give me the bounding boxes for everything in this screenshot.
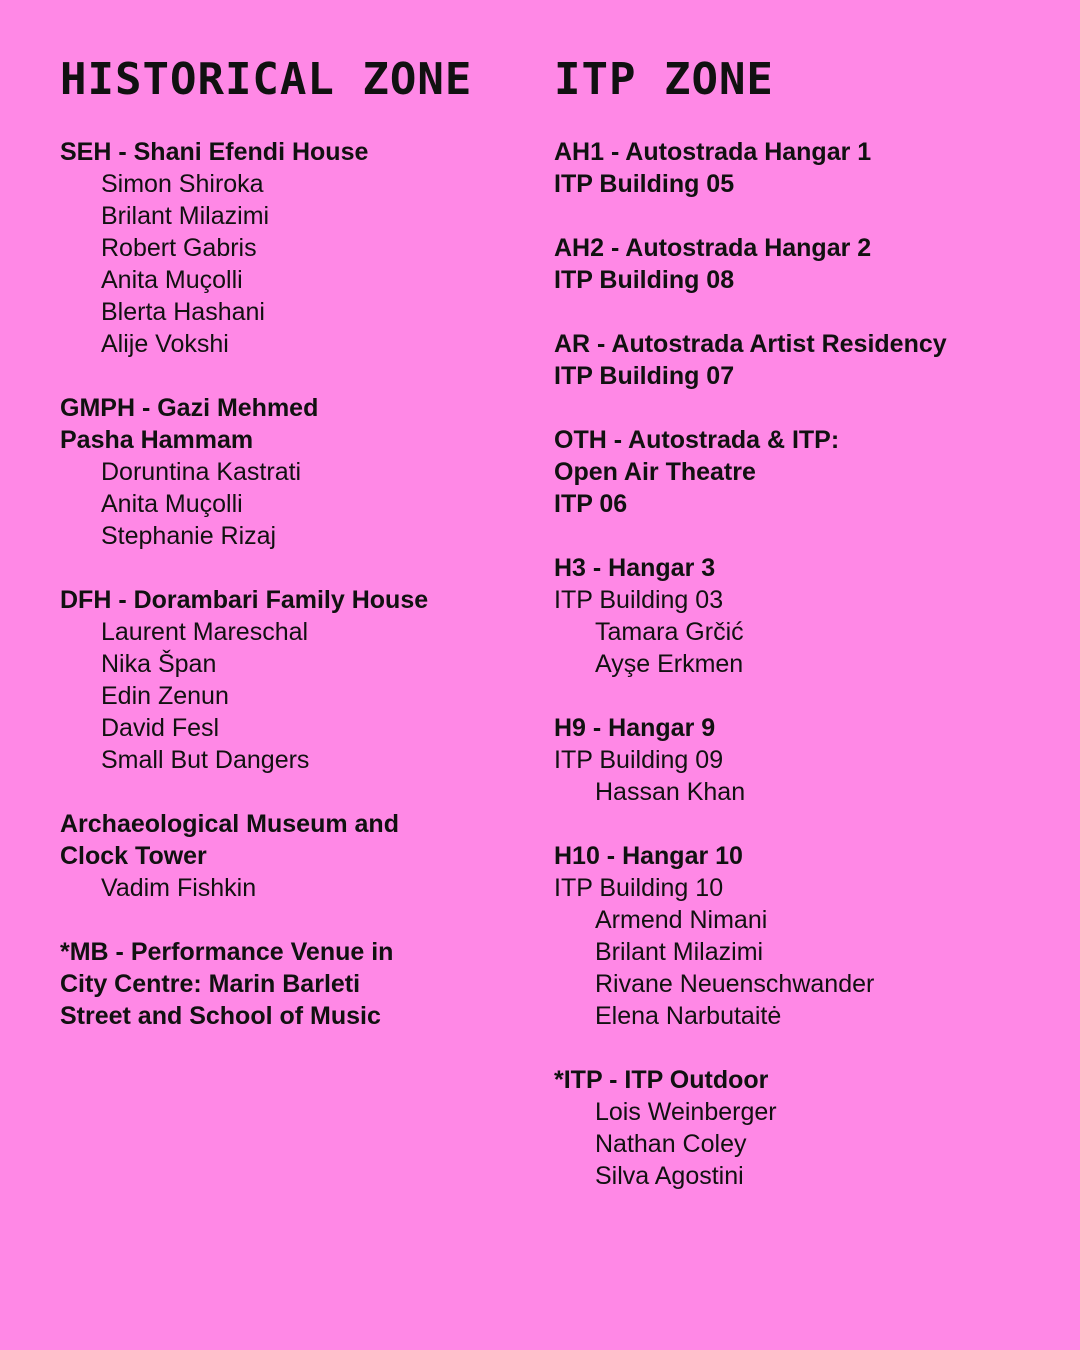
venue-block: [60, 392, 530, 552]
venue-heading: H9 - Hangar 9: [554, 714, 716, 742]
venue-heading: ITP Building 08: [554, 266, 735, 294]
artist-name: Edin Zenun: [101, 682, 229, 710]
itp-zone-title: ITP ZONE: [554, 54, 774, 105]
artist-name: Brilant Milazimi: [101, 202, 270, 230]
venue-heading: Open Air Theatre: [554, 458, 756, 486]
artist-name: Rivane Neuenschwander: [595, 970, 875, 998]
venue-heading: Pasha Hammam: [60, 426, 254, 454]
artist-name: Stephanie Rizaj: [101, 522, 277, 550]
historical-venue-list: [60, 136, 530, 1032]
venue-heading: *ITP - ITP Outdoor: [554, 1066, 769, 1094]
venue-block: [554, 424, 1054, 520]
venue-heading: H3 - Hangar 3: [554, 554, 716, 582]
venue-heading: *MB - Performance Venue in: [60, 938, 394, 966]
artist-name: Nathan Coley: [595, 1130, 747, 1158]
itp-zone-column: [554, 52, 1054, 1224]
artist-name: Hassan Khan: [595, 778, 746, 806]
venue-heading: ITP Building 07: [554, 362, 735, 390]
artist-name: Nika Špan: [101, 650, 217, 678]
artist-name: Simon Shiroka: [101, 170, 264, 198]
venue-heading: OTH - Autostrada & ITP:: [554, 426, 840, 454]
artist-name: Brilant Milazimi: [595, 938, 764, 966]
venue-heading: GMPH - Gazi Mehmed: [60, 394, 319, 422]
venue-heading: City Centre: Marin Barleti: [60, 970, 361, 998]
historical-zone-title: HISTORICAL ZONE: [60, 54, 473, 105]
artist-name: Lois Weinberger: [595, 1098, 777, 1126]
artist-name: Ayşe Erkmen: [595, 650, 744, 678]
venue-heading: AR - Autostrada Artist Residency: [554, 330, 947, 358]
artist-name: Doruntina Kastrati: [101, 458, 302, 486]
artist-name: Silva Agostini: [595, 1162, 744, 1190]
artist-name: Vadim Fishkin: [101, 874, 257, 902]
venue-block: [554, 712, 1054, 808]
venue-heading: AH2 - Autostrada Hangar 2: [554, 234, 872, 262]
venue-heading: AH1 - Autostrada Hangar 1: [554, 138, 872, 166]
artist-name: David Fesl: [101, 714, 220, 742]
venue-building: ITP Building 09: [554, 746, 724, 774]
venue-block: [60, 808, 530, 904]
venue-building: ITP Building 10: [554, 874, 724, 902]
venue-heading: Street and School of Music: [60, 1002, 381, 1030]
venue-heading: Clock Tower: [60, 842, 207, 870]
venue-block: [554, 1064, 1054, 1192]
venue-building: ITP Building 03: [554, 586, 724, 614]
venue-heading: DFH - Dorambari Family House: [60, 586, 429, 614]
artist-name: Alije Vokshi: [101, 330, 229, 358]
artist-name: Tamara Grčić: [595, 618, 744, 646]
artist-name: Small But Dangers: [101, 746, 310, 774]
venue-block: [554, 840, 1054, 1032]
venue-heading: Archaeological Museum and: [60, 810, 399, 838]
venue-block: [60, 584, 530, 776]
artist-name: Armend Nimani: [595, 906, 768, 934]
artist-name: Anita Muçolli: [101, 266, 243, 294]
venue-heading: ITP Building 05: [554, 170, 735, 198]
artist-name: Elena Narbutaitė: [595, 1002, 782, 1030]
venue-heading: SEH - Shani Efendi House: [60, 138, 369, 166]
artist-name: Anita Muçolli: [101, 490, 243, 518]
venue-block: [60, 136, 530, 360]
venue-block: [554, 328, 1054, 392]
venue-block: [60, 936, 530, 1032]
venue-block: [554, 552, 1054, 680]
venue-heading: H10 - Hangar 10: [554, 842, 743, 870]
artist-name: Laurent Mareschal: [101, 618, 309, 646]
venue-heading: ITP 06: [554, 490, 628, 518]
artist-name: Blerta Hashani: [101, 298, 265, 326]
venue-block: [554, 232, 1054, 296]
itp-venue-list: [554, 136, 1054, 1192]
historical-zone-column: [60, 52, 530, 1064]
venue-block: [554, 136, 1054, 200]
artist-name: Robert Gabris: [101, 234, 257, 262]
